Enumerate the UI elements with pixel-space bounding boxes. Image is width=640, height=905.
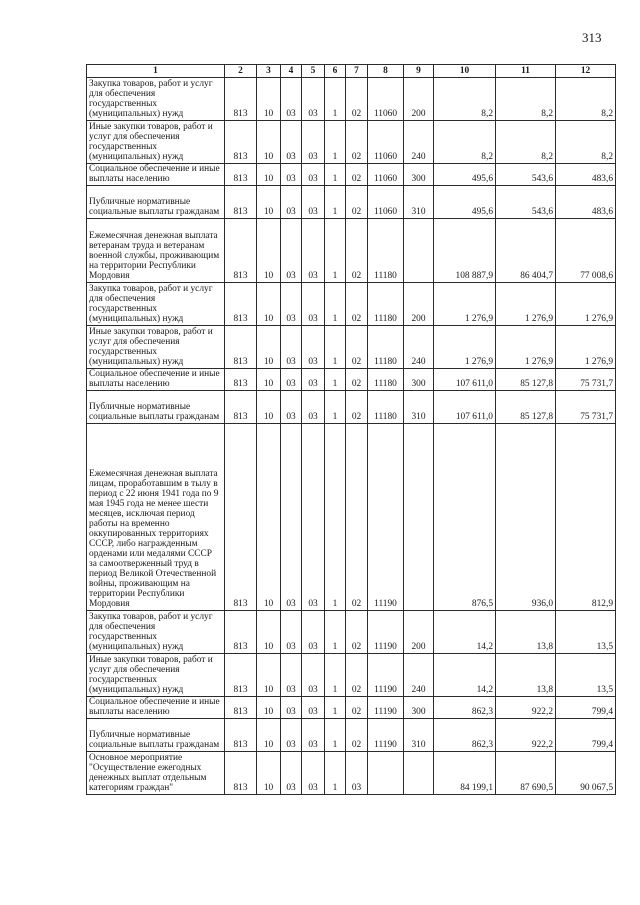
- row-name-cell: Публичные нормативные социальные выплаты гражданам: [87, 719, 225, 752]
- table-header-row: [87, 65, 616, 78]
- code-cell: 813: [225, 611, 257, 654]
- code-cell: 10: [257, 219, 281, 283]
- amount-cell: 77 008,6: [556, 219, 616, 283]
- code-cell: 310: [404, 719, 434, 752]
- code-cell: 240: [404, 326, 434, 369]
- code-cell: 10: [257, 391, 281, 424]
- code-cell: 11180: [368, 219, 404, 283]
- code-cell: 02: [346, 424, 368, 611]
- code-cell: 02: [346, 219, 368, 283]
- code-cell: 813: [225, 719, 257, 752]
- code-cell: 11060: [368, 186, 404, 219]
- code-cell: 813: [225, 78, 257, 121]
- code-cell: 10: [257, 719, 281, 752]
- amount-cell: 1 276,9: [496, 326, 556, 369]
- code-cell: [368, 752, 404, 795]
- code-cell: 10: [257, 78, 281, 121]
- code-cell: 1: [325, 752, 346, 795]
- row-name-cell: Закупка товаров, работ и услуг для обеспечения государственных (муниципальных) нужд: [87, 611, 225, 654]
- code-cell: 03: [302, 219, 325, 283]
- amount-cell: 8,2: [434, 78, 496, 121]
- amount-cell: 1 276,9: [556, 326, 616, 369]
- amount-cell: 1 276,9: [556, 283, 616, 326]
- code-cell: 03: [281, 611, 302, 654]
- amount-cell: 13,8: [496, 654, 556, 697]
- code-cell: 03: [302, 186, 325, 219]
- row-name-cell: Публичные нормативные социальные выплаты гражданам: [87, 186, 225, 219]
- amount-cell: 13,5: [556, 654, 616, 697]
- row-name-cell: Закупка товаров, работ и услуг для обеспечения государственных (муниципальных) нужд: [87, 78, 225, 121]
- code-cell: 1: [325, 369, 346, 391]
- code-cell: 813: [225, 283, 257, 326]
- code-cell: 02: [346, 121, 368, 164]
- table-row: [87, 697, 616, 719]
- code-cell: 02: [346, 326, 368, 369]
- code-cell: 1: [325, 654, 346, 697]
- code-cell: 1: [325, 391, 346, 424]
- code-cell: 813: [225, 752, 257, 795]
- column-header: 5: [302, 65, 325, 78]
- code-cell: 11060: [368, 164, 404, 186]
- code-cell: 10: [257, 121, 281, 164]
- code-cell: 1: [325, 78, 346, 121]
- code-cell: 10: [257, 369, 281, 391]
- row-name-cell: Закупка товаров, работ и услуг для обеспечения государственных (муниципальных) нужд: [87, 283, 225, 326]
- code-cell: 813: [225, 654, 257, 697]
- column-header: 2: [225, 65, 257, 78]
- amount-cell: 1 276,9: [496, 283, 556, 326]
- code-cell: 310: [404, 391, 434, 424]
- amount-cell: 876,5: [434, 424, 496, 611]
- amount-cell: 483,6: [556, 164, 616, 186]
- code-cell: 1: [325, 611, 346, 654]
- code-cell: 813: [225, 369, 257, 391]
- code-cell: 03: [281, 186, 302, 219]
- amount-cell: 543,6: [496, 186, 556, 219]
- code-cell: 03: [281, 121, 302, 164]
- amount-cell: 543,6: [496, 164, 556, 186]
- code-cell: 813: [225, 326, 257, 369]
- code-cell: 03: [302, 424, 325, 611]
- column-header: 1: [87, 65, 225, 78]
- code-cell: 1: [325, 719, 346, 752]
- table-row: [87, 186, 616, 219]
- amount-cell: 75 731,7: [556, 369, 616, 391]
- code-cell: 200: [404, 78, 434, 121]
- code-cell: 03: [302, 719, 325, 752]
- code-cell: 02: [346, 186, 368, 219]
- code-cell: 03: [281, 697, 302, 719]
- code-cell: 03: [281, 219, 302, 283]
- code-cell: 1: [325, 697, 346, 719]
- code-cell: 11180: [368, 391, 404, 424]
- code-cell: 1: [325, 326, 346, 369]
- column-header: 6: [325, 65, 346, 78]
- code-cell: 1: [325, 424, 346, 611]
- amount-cell: 1 276,9: [434, 326, 496, 369]
- table-row: [87, 654, 616, 697]
- table-row: [87, 219, 616, 283]
- amount-cell: 495,6: [434, 164, 496, 186]
- code-cell: 300: [404, 697, 434, 719]
- table-row: [87, 369, 616, 391]
- column-header: 11: [496, 65, 556, 78]
- code-cell: 11190: [368, 424, 404, 611]
- amount-cell: 14,2: [434, 611, 496, 654]
- row-name-cell: Социальное обеспечение и иные выплаты населению: [87, 164, 225, 186]
- row-name-cell: Публичные нормативные социальные выплаты гражданам: [87, 391, 225, 424]
- column-header: 12: [556, 65, 616, 78]
- column-header: 9: [404, 65, 434, 78]
- code-cell: 02: [346, 719, 368, 752]
- row-name-cell: Социальное обеспечение и иные выплаты населению: [87, 369, 225, 391]
- code-cell: 813: [225, 121, 257, 164]
- amount-cell: 85 127,8: [496, 391, 556, 424]
- code-cell: 240: [404, 654, 434, 697]
- code-cell: 11190: [368, 611, 404, 654]
- code-cell: 02: [346, 654, 368, 697]
- code-cell: 10: [257, 326, 281, 369]
- amount-cell: 75 731,7: [556, 391, 616, 424]
- code-cell: 11060: [368, 121, 404, 164]
- row-name-cell: Ежемесячная денежная выплата лицам, проработавшим в тылу в период с 22 июня 1941 года по 9 мая 1945 года не менее шести месяцев, исключая период работы на временно оккупированных территориях СССР, либо награжденным орденами или медалями СССР за самоотверженный труд в период Великой Отечественной войны, проживающим на территории Республики Мордовия: [87, 424, 225, 611]
- code-cell: 11190: [368, 697, 404, 719]
- amount-cell: 483,6: [556, 186, 616, 219]
- code-cell: 10: [257, 424, 281, 611]
- code-cell: 813: [225, 391, 257, 424]
- table-row: [87, 326, 616, 369]
- amount-cell: 8,2: [496, 121, 556, 164]
- code-cell: 03: [281, 424, 302, 611]
- code-cell: 813: [225, 164, 257, 186]
- amount-cell: 84 199,1: [434, 752, 496, 795]
- table-body: [87, 78, 616, 795]
- amount-cell: 862,3: [434, 719, 496, 752]
- amount-cell: 8,2: [434, 121, 496, 164]
- code-cell: 1: [325, 283, 346, 326]
- code-cell: 11190: [368, 654, 404, 697]
- row-name-cell: Иные закупки товаров, работ и услуг для обеспечения государственных (муниципальных) нужд: [87, 326, 225, 369]
- code-cell: 200: [404, 283, 434, 326]
- amount-cell: 86 404,7: [496, 219, 556, 283]
- amount-cell: 8,2: [496, 78, 556, 121]
- table-row: [87, 283, 616, 326]
- code-cell: 1: [325, 219, 346, 283]
- code-cell: 03: [302, 164, 325, 186]
- amount-cell: 1 276,9: [434, 283, 496, 326]
- code-cell: 02: [346, 391, 368, 424]
- table-row: [87, 78, 616, 121]
- code-cell: 10: [257, 164, 281, 186]
- code-cell: 03: [302, 752, 325, 795]
- code-cell: 03: [281, 326, 302, 369]
- code-cell: 10: [257, 186, 281, 219]
- column-header: 8: [368, 65, 404, 78]
- table-row: [87, 391, 616, 424]
- code-cell: 813: [225, 424, 257, 611]
- amount-cell: 108 887,9: [434, 219, 496, 283]
- code-cell: 1: [325, 121, 346, 164]
- code-cell: 310: [404, 186, 434, 219]
- table-row: [87, 164, 616, 186]
- row-name-cell: Иные закупки товаров, работ и услуг для обеспечения государственных (муниципальных) нужд: [87, 121, 225, 164]
- code-cell: 813: [225, 186, 257, 219]
- code-cell: 813: [225, 697, 257, 719]
- code-cell: 10: [257, 611, 281, 654]
- code-cell: 11180: [368, 369, 404, 391]
- column-header: 7: [346, 65, 368, 78]
- code-cell: 11060: [368, 78, 404, 121]
- table-row: [87, 424, 616, 611]
- amount-cell: 936,0: [496, 424, 556, 611]
- column-header: 10: [434, 65, 496, 78]
- table-row: [87, 752, 616, 795]
- code-cell: 11180: [368, 283, 404, 326]
- row-name-cell: Основное мероприятие "Осуществление ежегодных денежных выплат отдельным категориям граждан": [87, 752, 225, 795]
- code-cell: 240: [404, 121, 434, 164]
- code-cell: 10: [257, 654, 281, 697]
- code-cell: 03: [281, 752, 302, 795]
- code-cell: 03: [302, 391, 325, 424]
- code-cell: 03: [281, 78, 302, 121]
- page-number: 313: [582, 30, 602, 45]
- amount-cell: 799,4: [556, 697, 616, 719]
- code-cell: 813: [225, 219, 257, 283]
- code-cell: 02: [346, 611, 368, 654]
- table-row: [87, 121, 616, 164]
- amount-cell: 862,3: [434, 697, 496, 719]
- code-cell: [404, 219, 434, 283]
- table-row: [87, 719, 616, 752]
- code-cell: 03: [281, 654, 302, 697]
- budget-table: [86, 64, 616, 795]
- code-cell: 03: [302, 611, 325, 654]
- column-header: 4: [281, 65, 302, 78]
- column-header: 3: [257, 65, 281, 78]
- code-cell: 02: [346, 78, 368, 121]
- amount-cell: 8,2: [556, 121, 616, 164]
- code-cell: [404, 424, 434, 611]
- code-cell: 300: [404, 164, 434, 186]
- table-row: [87, 611, 616, 654]
- amount-cell: 922,2: [496, 719, 556, 752]
- amount-cell: 90 067,5: [556, 752, 616, 795]
- code-cell: 03: [346, 752, 368, 795]
- amount-cell: 85 127,8: [496, 369, 556, 391]
- amount-cell: 87 690,5: [496, 752, 556, 795]
- amount-cell: 107 611,0: [434, 391, 496, 424]
- amount-cell: 922,2: [496, 697, 556, 719]
- amount-cell: 495,6: [434, 186, 496, 219]
- code-cell: 11190: [368, 719, 404, 752]
- code-cell: 03: [302, 78, 325, 121]
- code-cell: 03: [302, 369, 325, 391]
- code-cell: 03: [281, 283, 302, 326]
- amount-cell: 13,8: [496, 611, 556, 654]
- code-cell: 03: [302, 654, 325, 697]
- code-cell: 02: [346, 369, 368, 391]
- code-cell: 300: [404, 369, 434, 391]
- code-cell: 03: [281, 391, 302, 424]
- row-name-cell: Иные закупки товаров, работ и услуг для обеспечения государственных (муниципальных) нужд: [87, 654, 225, 697]
- code-cell: 10: [257, 697, 281, 719]
- code-cell: 10: [257, 752, 281, 795]
- row-name-cell: Ежемесячная денежная выплата ветеранам труда и ветеранам военной службы, проживающим на территории Республики Мордовия: [87, 219, 225, 283]
- code-cell: 03: [281, 369, 302, 391]
- code-cell: 02: [346, 283, 368, 326]
- code-cell: [404, 752, 434, 795]
- amount-cell: 14,2: [434, 654, 496, 697]
- amount-cell: 13,5: [556, 611, 616, 654]
- code-cell: 10: [257, 283, 281, 326]
- code-cell: 03: [281, 719, 302, 752]
- code-cell: 03: [302, 697, 325, 719]
- code-cell: 03: [281, 164, 302, 186]
- code-cell: 1: [325, 164, 346, 186]
- code-cell: 1: [325, 186, 346, 219]
- amount-cell: 812,9: [556, 424, 616, 611]
- amount-cell: 107 611,0: [434, 369, 496, 391]
- code-cell: 03: [302, 326, 325, 369]
- code-cell: 02: [346, 164, 368, 186]
- code-cell: 200: [404, 611, 434, 654]
- amount-cell: 8,2: [556, 78, 616, 121]
- code-cell: 03: [302, 121, 325, 164]
- code-cell: 02: [346, 697, 368, 719]
- row-name-cell: Социальное обеспечение и иные выплаты населению: [87, 697, 225, 719]
- code-cell: 03: [302, 283, 325, 326]
- code-cell: 11180: [368, 326, 404, 369]
- amount-cell: 799,4: [556, 719, 616, 752]
